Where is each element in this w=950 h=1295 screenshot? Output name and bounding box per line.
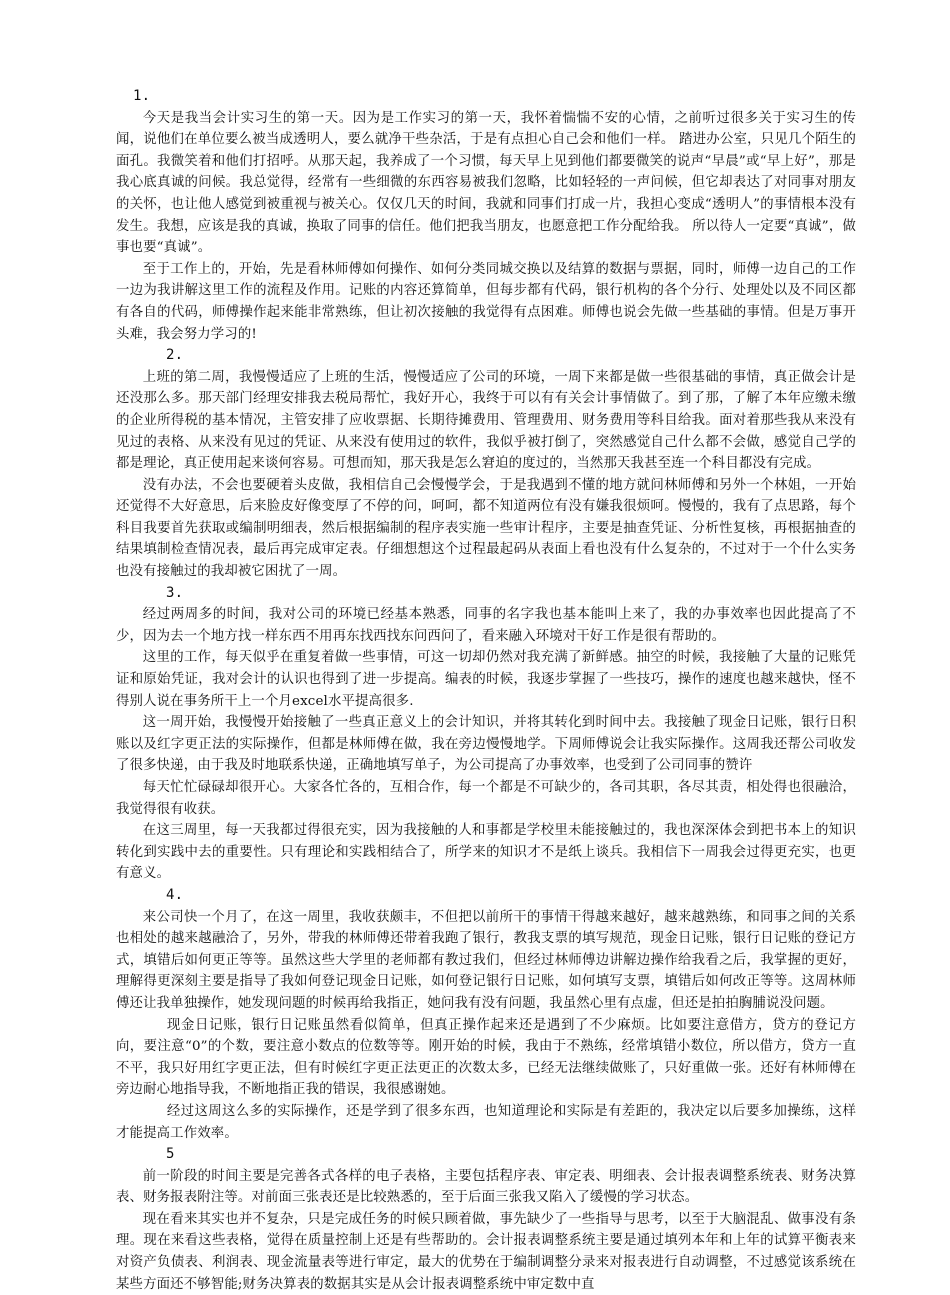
paragraph: 现金日记账，银行日记账虽然看似简单，但真正操作起来还是遇到了不少麻烦。比如要注意借方，贷方的登记方向，要注意“0”的个数，要注意小数点的位数等等。刚开始的时候，我由于不熟练，经常填错小数位，所以借方，贷方一直不平，我只好用红字更正法，但有时候红字更正法更正的次数太多，已经无法继续做账了，只好重做一张。还好有林师傅在旁边耐心地指导我，不断地指正我的错误，我很感谢她。 <box>116 1017 856 1098</box>
section-number: 3. <box>166 584 184 601</box>
paragraph: 至于工作上的，开始，先是看林师傅如何操作、如何分类同城交换以及结算的数据与票据，同时，师傅一边自己的工作一边为我讲解这里工作的流程及作用。记账的内容还算简单，但每步都有代码，银行机构的各个分行、处理处以及不同区都有各自的代码，师傅操作起来能非常熟练，但让初次接触的我觉得有点困难。师傅也说会先做一些基础的事情。但是万事开头难，我会努力学习的! <box>116 261 856 342</box>
paragraph: 现在看来其实也并不复杂，只是完成任务的时候只顾着做，事先缺少了一些指导与思考，以至于大脑混乱、做事没有条理。现在来看这些表格，觉得在质量控制上还是有些帮助的。会计报表调整系统主要是通过填列本年和上年的试算平衡表来对资产负债表、利润表、现金流量表等进行审定，最大的优势在于编制调整分录来对报表进行自动调整，不过感觉该系统在某些方面还不够智能;财务决算表的数据其实是从会计报表调整系统中审定数中直 <box>116 1211 856 1292</box>
section-number: 4. <box>166 886 184 903</box>
paragraph: 来公司快一个月了，在这一周里，我收获颇丰，不但把以前所干的事情干得越来越好，越来越熟练，和同事之间的关系也相处的越来越融洽了，另外，带我的林师傅还带着我跑了银行，教我支票的填写规范，现金日记账，银行日记账的登记方式，填错后如何更正等等。虽然这些大学里的老师都有教过我们，但经过林师傅边讲解边操作给我看之后，我掌握的更好，理解得更深刻主要是指导了我如何登记现金日记账，如何登记银行日记账，如何填写支票，填错后如何改正等等。这周林师傅还让我单独操作，她发现问题的时候再给我指正，她问我有没有问题，我虽然心里有点虚，但还是拍拍胸脯说没问题。 <box>116 909 856 1011</box>
paragraph: 这一周开始，我慢慢开始接触了一些真正意义上的会计知识，并将其转化到时间中去。我接触了现金日记账，银行日积账以及红字更正法的实际操作，但都是林师傅在做，我在旁边慢慢地学。下周师傅说会让我实际操作。这周我还帮公司收发了很多快递，由于我及时地联系快递，正确地填写单子，为公司提高了办事效率，也受到了公司同事的赞许 <box>116 715 856 774</box>
paragraph: 上班的第二周，我慢慢适应了上班的生活，慢慢适应了公司的环境，一周下来都是做一些很基础的事情，真正做会计是还没那么多。那天部门经理安排我去税局帮忙，我好开心，我终于可以有有关会计事情做了。到了那，了解了本年应缴未缴的企业所得税的基本情况，主管安排了应收票据、长期待摊费用、管理费用、财务费用等科目给我。面对着那些我从来没有见过的表格、从来没有见过的凭证、从来没有使用过的软件，我似乎被打倒了，突然感觉自己什么都不会做，感觉自己学的都是理论，真正使用起来谈何容易。可想而知，那天我是怎么窘迫的度过的，当然那天我甚至连一个科目都没有完成。 <box>116 369 856 472</box>
section-number: 5 <box>166 1146 175 1163</box>
paragraph: 前一阶段的时间主要是完善各式各样的电子表格，主要包括程序表、审定表、明细表、会计报表调整系统表、财务决算表、财务报表附注等。对前面三张表还是比较熟悉的，至于后面三张我又陷入了缓慢的学习状态。 <box>116 1168 856 1206</box>
paragraph: 经过两周多的时间，我对公司的环境已经基本熟悉，同事的名字我也基本能叫上来了，我的办事效率也因此提高了不少，因为去一个地方找一样东西不用再东找西找东问西问了，看来融入环境对干好工作是很有帮助的。 <box>116 607 856 644</box>
paragraph: 这里的工作，每天似乎在重复着做一些事情，可这一切却仍然对我充满了新鲜感。抽空的时候，我接触了大量的记账凭证和原始凭证，我对会计的认识也得到了进一步提高。编表的时候，我逐步掌握了一些技巧，操作的速度也越来越快，怪不得别人说在事务所干上一个月excel水平提高很多. <box>116 650 856 709</box>
paragraph: 每天忙忙碌碌却很开心。大家各忙各的，互相合作，每一个都是不可缺少的，各司其职，各尽其责，相处得也很融洽，我觉得很有收获。 <box>116 780 856 817</box>
section-number: 2. <box>166 347 184 364</box>
section-number: 1. <box>133 88 151 104</box>
paragraph: 在这三周里，每一天我都过得很充实，因为我接触的人和事都是学校里未能接触过的，我也深深体会到把书本上的知识转化到实践中去的重要性。只有理论和实践相结合了，所学来的知识才不是纸上谈兵。我相信下一周我会过得更充实，也更有意义。 <box>116 823 856 882</box>
paragraph: 经过这周这么多的实际操作，还是学到了很多东西，也知道理论和实际是有差距的，我决定以后要多加操练，这样才能提高工作效率。 <box>116 1103 856 1141</box>
paragraph: 今天是我当会计实习生的第一天。因为是工作实习的第一天，我怀着惴惴不安的心情，之前听过很多关于实习生的传闻，说他们在单位要么被当成透明人，要么就净干些杂活，于是有点担心自己会和他们一样。 踏进办公室，只见几个陌生的面孔。我微笑着和他们打招呼。从那天起，我养成了一个习惯，每天早上见到他们都要微笑的说声“早晨”或“早上好”，那是我心底真诚的问候。我总觉得，经常有一些细微的东西容易被我们忽略，比如轻轻的一声问候，但它却表达了对同事对朋友的关怀，也让他人感觉到被重视与被关心。仅仅几天的时间，我就和同事们打成一片，我担心变成“透明人”的事情根本没有发生。我想，应该是我的真诚，换取了同事的信任。他们把我当朋友，也愿意把工作分配给我。 所以待人一定要“真诚”，做事也要“真诚”。 <box>116 110 856 256</box>
paragraph: 没有办法，不会也要硬着头皮做，我相信自己会慢慢学会，于是我遇到不懂的地方就问林师傅和另外一个林姐，一开始还觉得不大好意思，后来脸皮好像变厚了不停的问，呵呵，都不知道两位有没有嫌我很烦呵。慢慢的，我有了点思路，每个科目我要首先获取或编制明细表，然后根据编制的程序表实施一些审计程序，主要是抽查凭证、分析性复核，再根据抽查的结果填制检查情况表，最后再完成审定表。仔细想想这个过程最起码从表面上看也没有什么复杂的，不过对于一个什么实务也没有接触过的我却被它困扰了一周。 <box>116 477 856 580</box>
document-body <box>116 86 856 1295</box>
